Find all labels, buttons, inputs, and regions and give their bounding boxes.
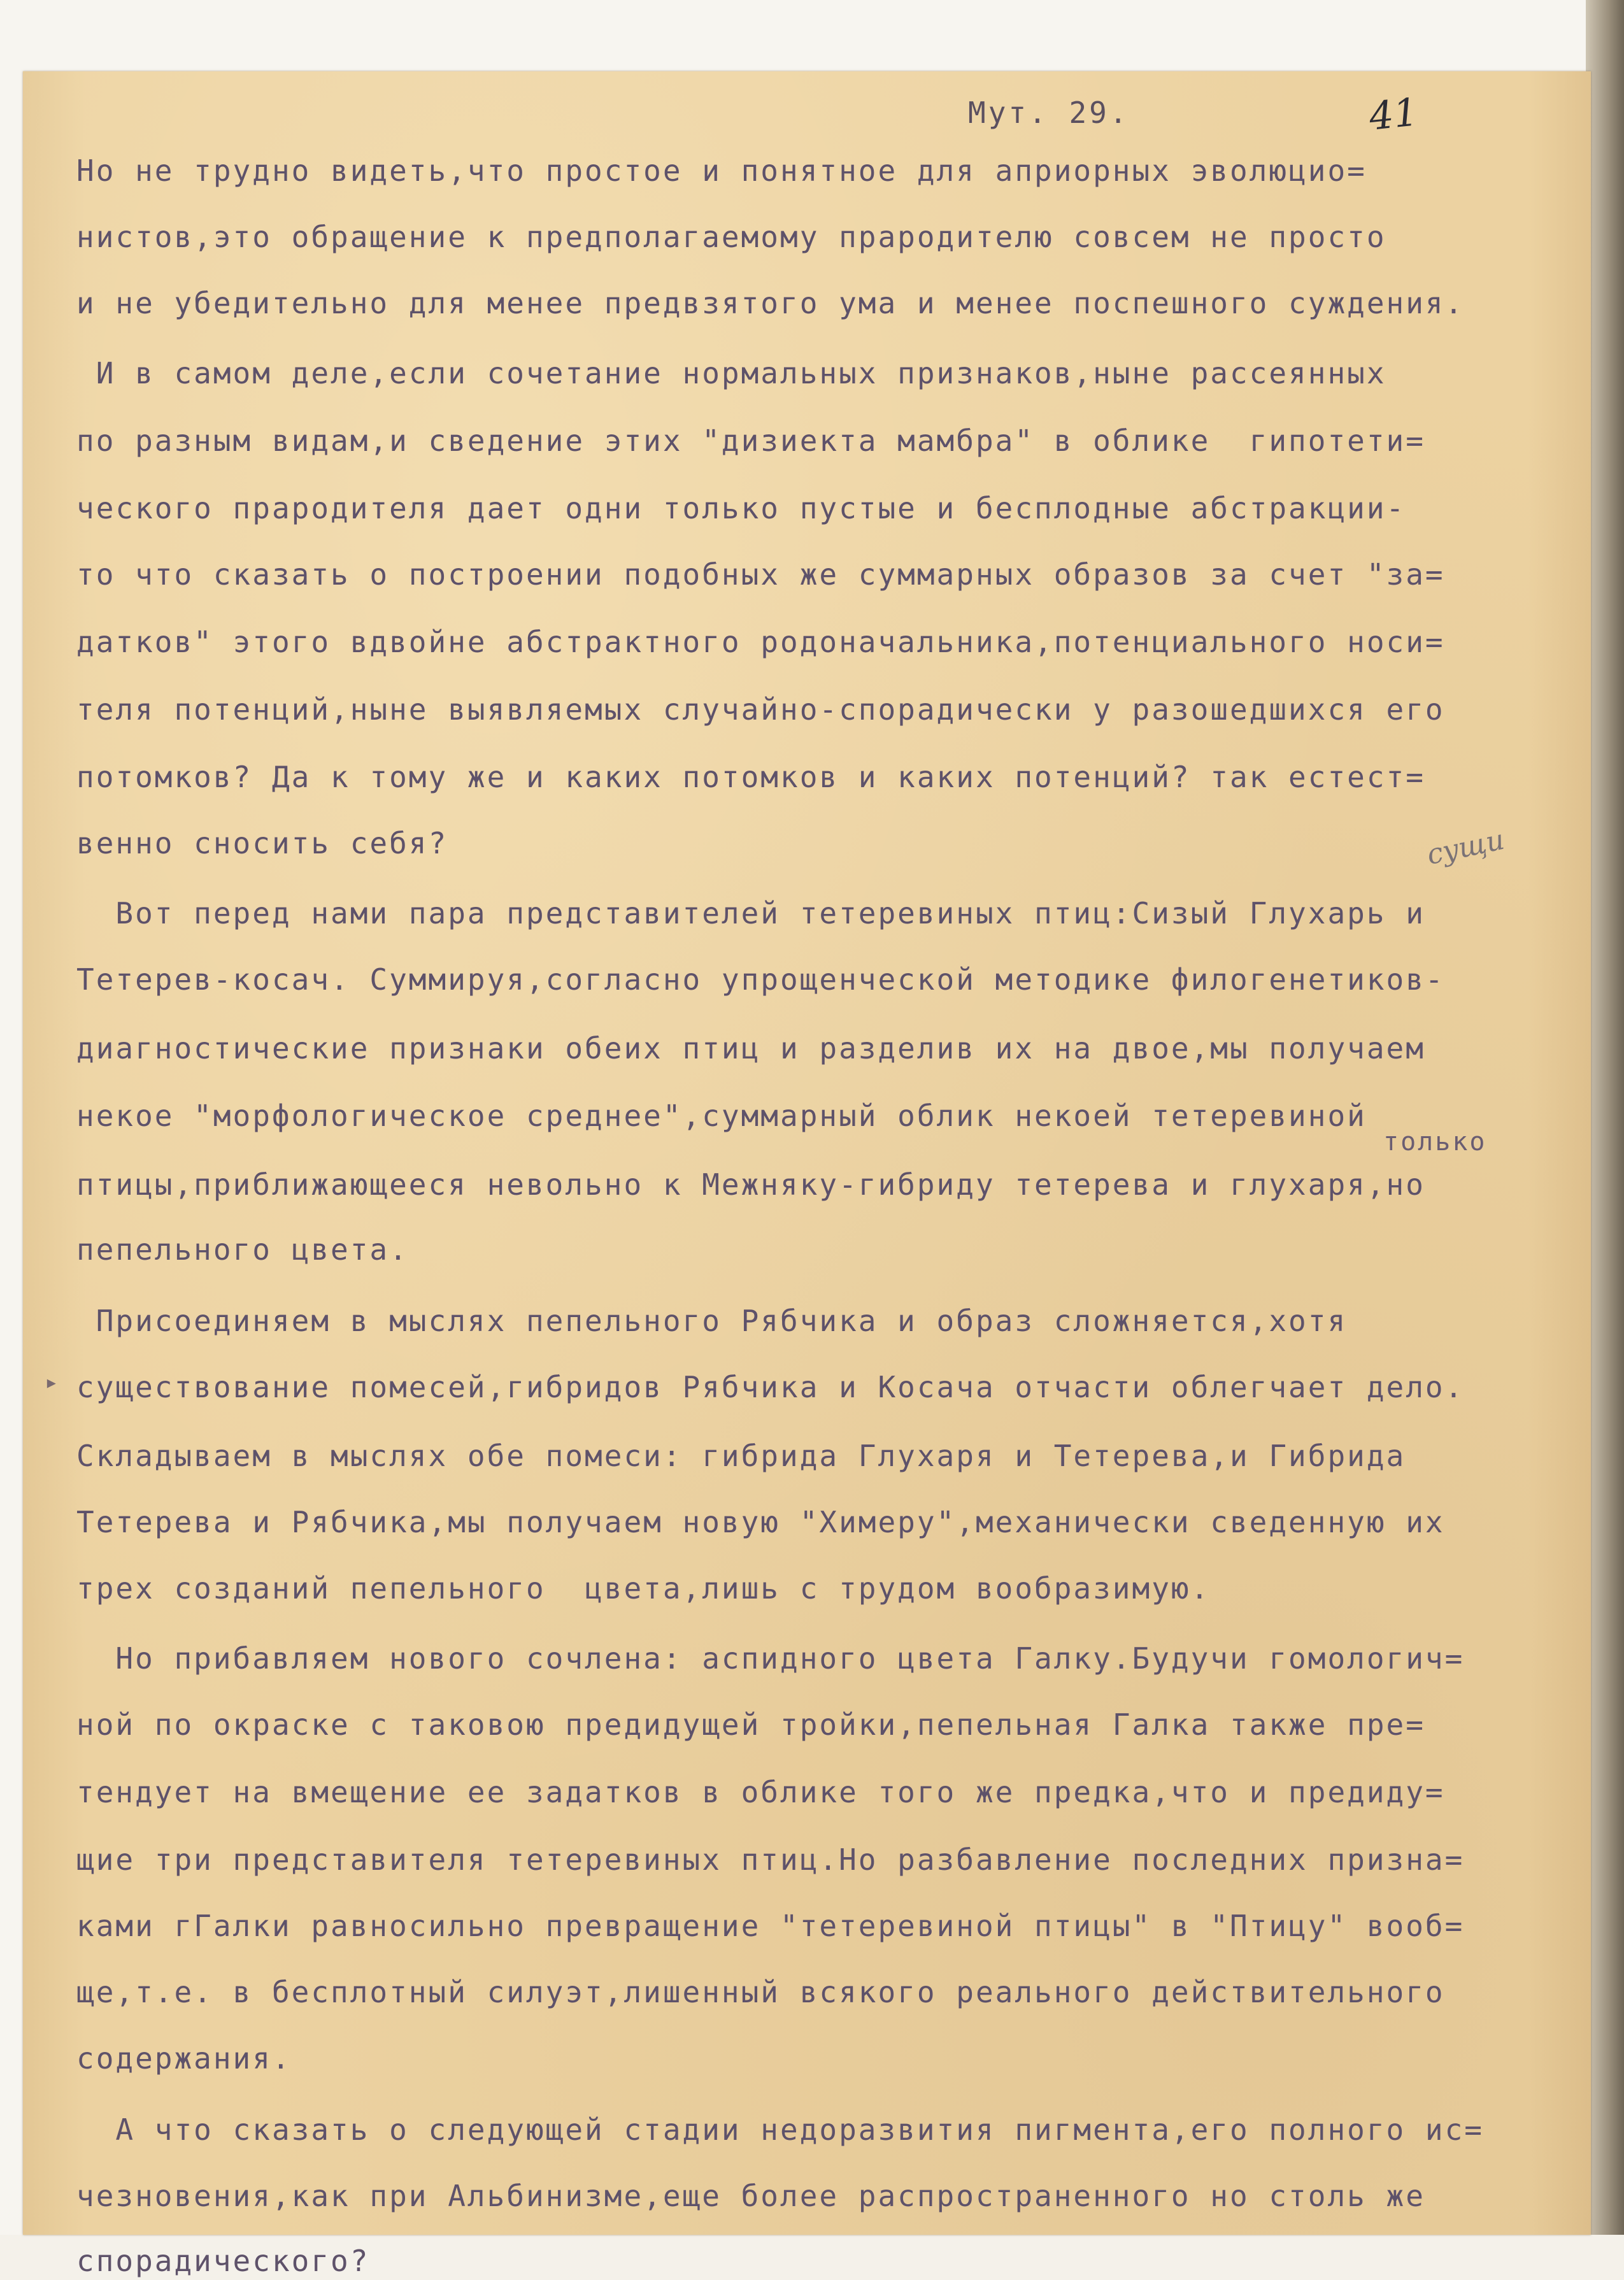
text-line: содержания. xyxy=(76,2041,292,2076)
text-line: Вот перед нами пара представителей тетеревиных птиц:Сизый Глухарь и xyxy=(76,896,1425,930)
text-line: диагностические признаки обеих птиц и разделив их на двое,мы получаем xyxy=(76,1031,1425,1065)
text-line: существование помесей,гибридов Рябчика и Косача отчасти облегчает дело. xyxy=(76,1370,1465,1404)
text-line: ками гГалки равносильно превращение "тетеревиной птицы" в "Птицу" вооб= xyxy=(76,1909,1465,1943)
text-line: по разным видам,и сведение этих "дизиекта мамбра" в облике гипотети= xyxy=(76,424,1425,458)
text-line: венно сносить себя? xyxy=(76,826,448,860)
text-line: некое "морфологическое среднее",суммарный облик некоей тетеревиной xyxy=(76,1099,1367,1133)
text-line: спорадического? xyxy=(76,2244,370,2278)
page-header-number: Мут. 29. xyxy=(968,96,1130,130)
text-line: Но прибавляем нового сочлена: аспидного цвета Галку.Будучи гомологич= xyxy=(76,1641,1465,1676)
typed-insertion-above-line: только xyxy=(1383,1127,1487,1157)
text-line: Но не трудно видеть,что простое и понятное для априорных эволюцио= xyxy=(76,153,1367,188)
text-line: нистов,это обращение к предполагаемому прародителю совсем не просто xyxy=(76,220,1386,254)
text-line: И в самом деле,если сочетание нормальных признаков,ныне рассеянных xyxy=(76,356,1386,390)
text-line: и не убедительно для менее предвзятого ума и менее поспешного суждения. xyxy=(76,286,1465,320)
text-line: чезновения,как при Альбинизме,еще более распространенного но столь же xyxy=(76,2179,1425,2213)
handwritten-folio-number: 41 xyxy=(1367,90,1420,139)
text-line: теля потенций,ныне выявляемых случайно-спорадически у разошедшихся его xyxy=(76,692,1445,727)
scanner-edge xyxy=(1586,0,1624,2235)
text-line: ще,т.е. в бесплотный силуэт,лишенный всякого реального действительного xyxy=(76,1975,1445,2009)
text-line: ной по окраске с таковою предидущей тройки,пепельная Галка также пре= xyxy=(76,1707,1425,1742)
text-line: Тетерев-косач. Суммируя,согласно упрощенческой методике филогенетиков- xyxy=(76,962,1445,997)
text-line: щие три представителя тетеревиных птиц.Но разбавление последних призна= xyxy=(76,1842,1465,1877)
text-line: Присоединяем в мыслях пепельного Рябчика и образ сложняется,хотя xyxy=(76,1304,1348,1338)
text-line: датков" этого вдвойне абстрактного родоначальника,потенциального носи= xyxy=(76,625,1445,659)
handwritten-margin-note: сущи xyxy=(1424,823,1507,872)
text-line: ческого прародителя дает одни только пустые и бесплодные абстракции- xyxy=(76,491,1406,525)
text-line: А что сказать о следующей стадии недоразвития пигмента,его полного ис= xyxy=(76,2113,1484,2147)
text-line: трех созданий пепельного цвета,лишь с трудом вообразимую. xyxy=(76,1571,1211,1606)
text-line: тендует на вмещение ее задатков в облике того же предка,что и предиду= xyxy=(76,1775,1445,1809)
text-line: птицы,приближающееся невольно к Межняку-гибриду тетерева и глухаря,но xyxy=(76,1167,1425,1202)
text-line: Складываем в мыслях обе помеси: гибрида Глухаря и Тетерева,и Гибрида xyxy=(76,1439,1406,1473)
text-line: Тетерева и Рябчика,мы получаем новую "Химеру",механически сведенную их xyxy=(76,1505,1445,1539)
text-line: то что сказать о построении подобных же суммарных образов за счет "за= xyxy=(76,557,1445,592)
text-line: пепельного цвета. xyxy=(76,1232,409,1267)
text-line: потомков? Да к тому же и каких потомков и каких потенций? так естест= xyxy=(76,760,1425,794)
margin-mark: ▸ xyxy=(45,1369,59,1395)
